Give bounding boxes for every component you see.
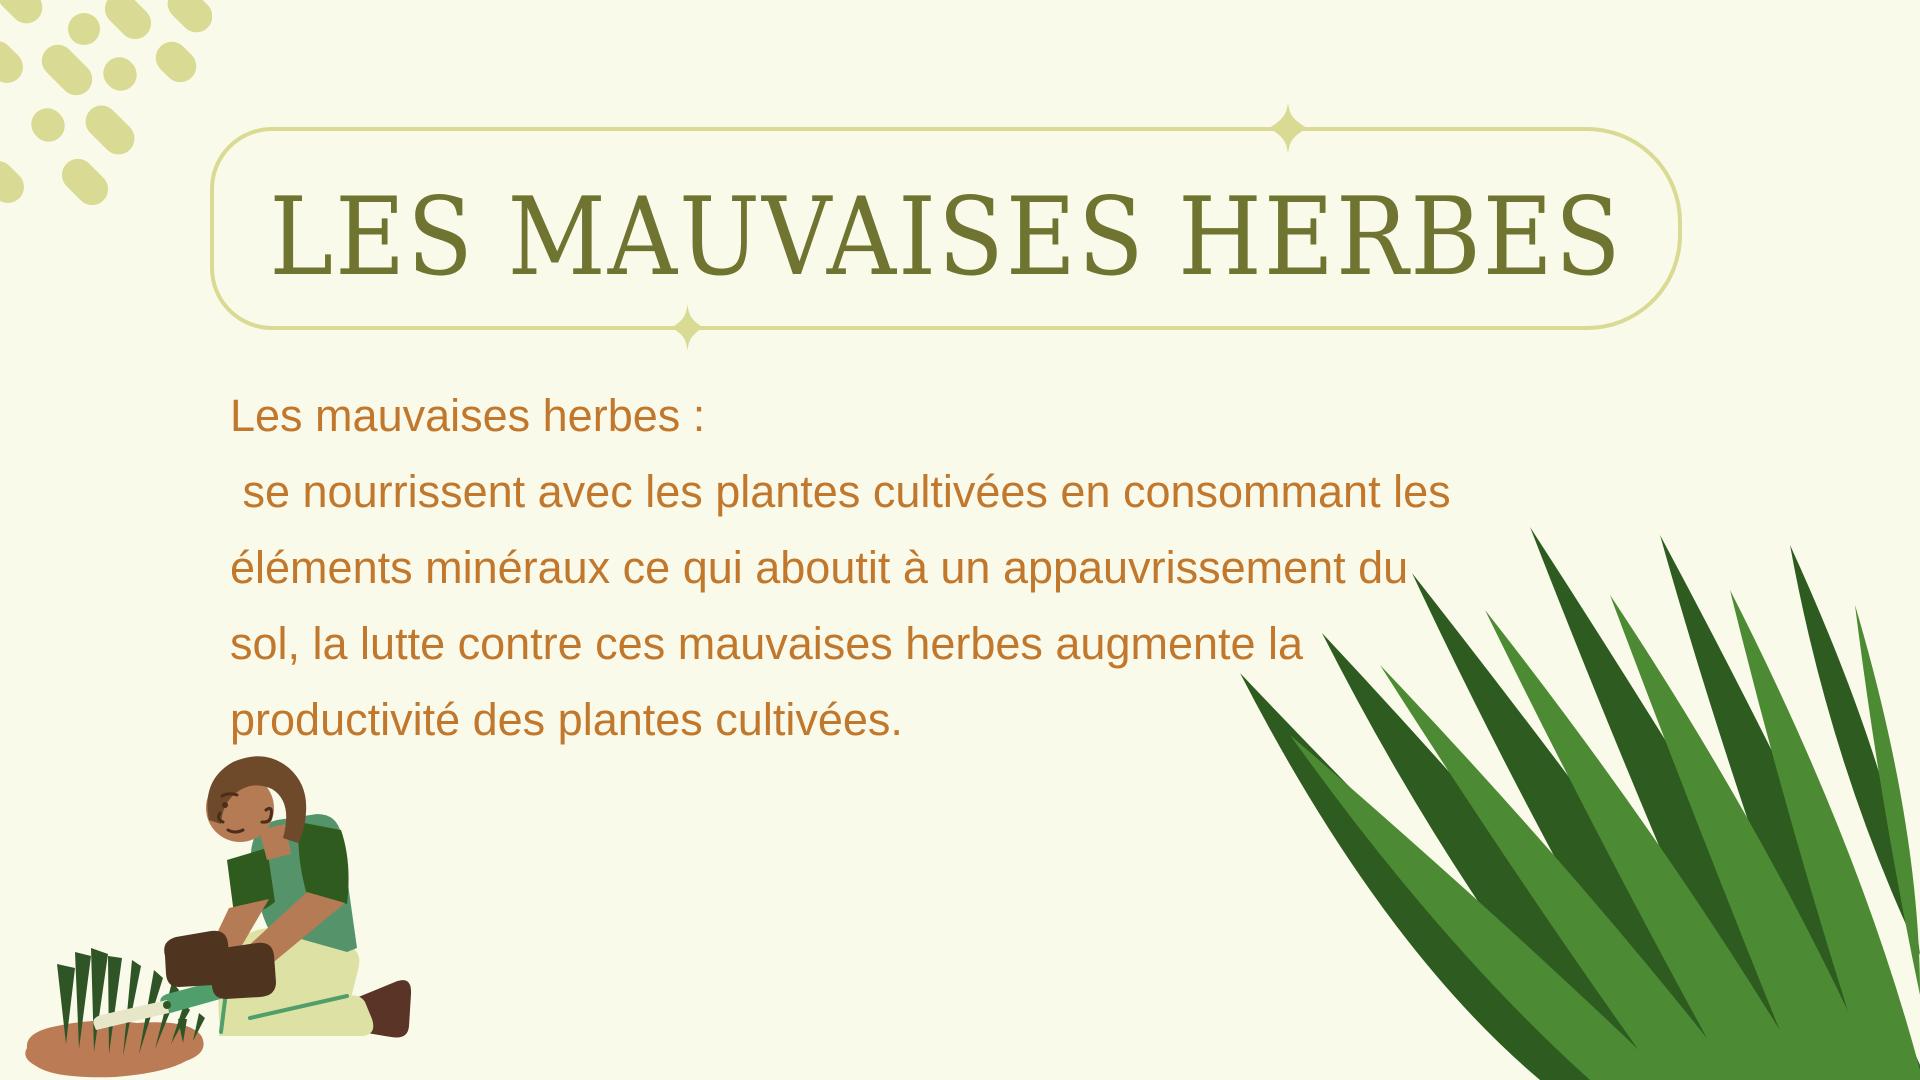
grass-clump-illustration [1230,525,1920,1080]
body-line: éléments minéraux ce qui aboutit à un appauvrissement du [230,542,1409,593]
dots-pattern-decoration [0,0,212,208]
body-line: productivité des plantes cultivées. [230,694,903,745]
sparkle-icon [1269,102,1307,154]
body-line: se nourrissent avec les plantes cultivées en consommant les [230,466,1451,517]
gardener-weeding-illustration [15,742,435,1080]
sparkle-icon [672,304,703,351]
page-title: LES MAUVAISES HERBES [269,173,1623,300]
body-line: sol, la lutte contre ces mauvaises herbes augmente la [230,618,1304,669]
title-frame [210,127,1682,330]
body-line: Les mauvaises herbes : [230,390,706,441]
